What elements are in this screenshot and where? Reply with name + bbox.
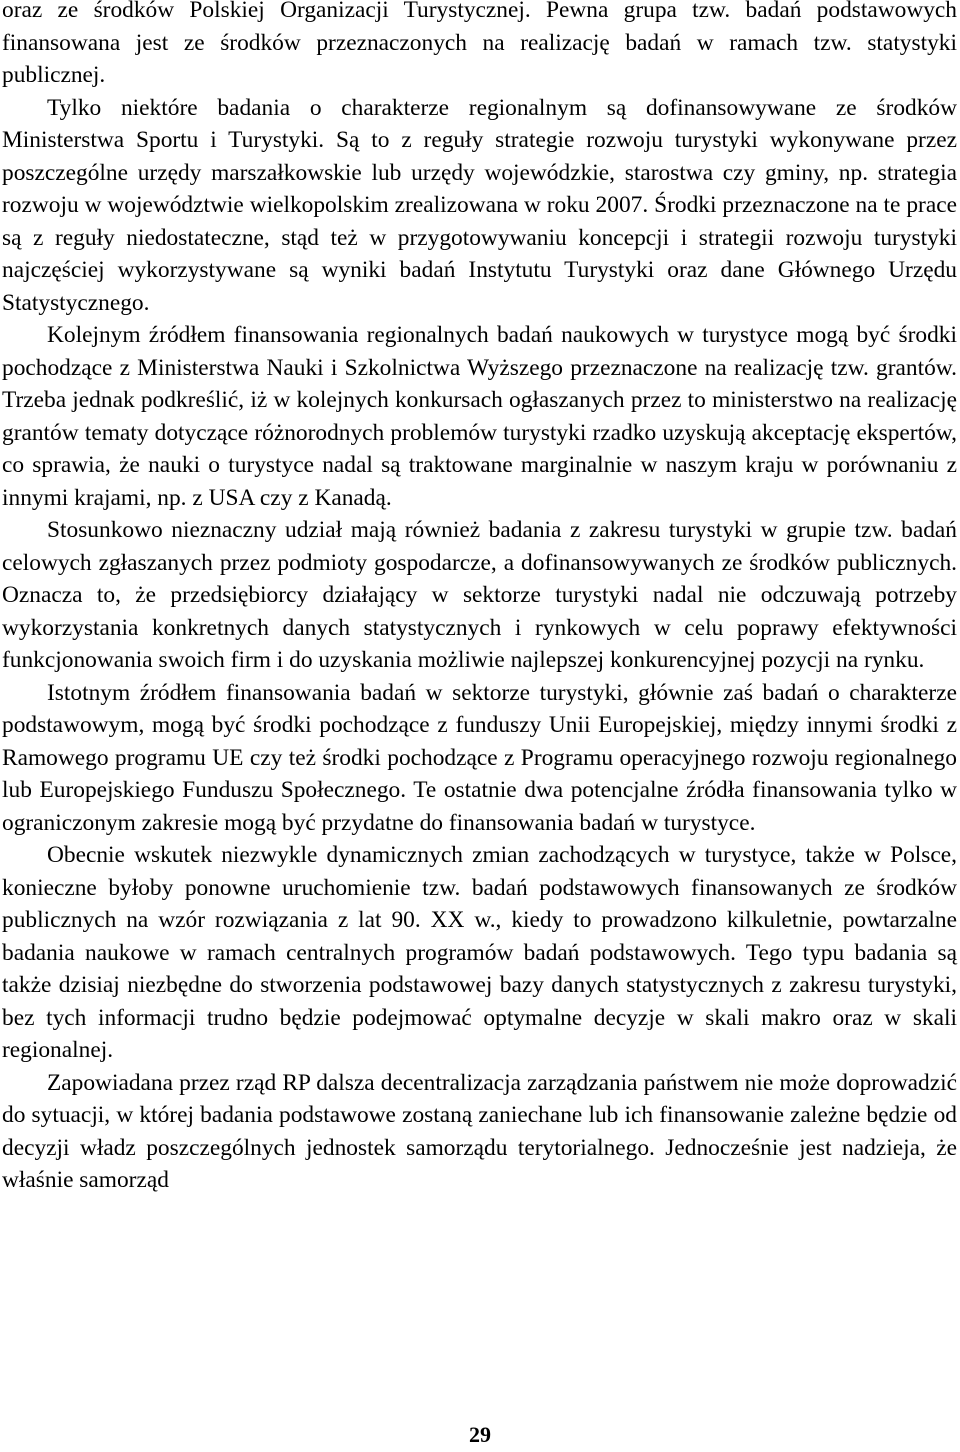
paragraph-ministry-grants: Kolejnym źródłem finansowania regionalnych badań naukowych w turystyce mogą być środki pochodzące z Ministerstwa Nauki i Szkolnictwa Wyższego przeznaczone na realizację tzw. grantów. Trzeba jednak podkreślić, iż w kolejnych konkursach ogłaszanych przez to ministerstwo na realizację grantów tematy dotyczące różnorodnych problemów turystyki rzadko uzyskują akceptację ekspertów, co sprawia, że nauki o turystyce nadal są traktowane marginalnie w naszym kraju w porównaniu z innymi krajami, np. z USA czy z Kanadą. [2,322,957,511]
paragraph-regional-research: Tylko niektóre badania o charakterze regionalnym są dofinansowywane ze środków Ministerstwa Sportu i Turystyki. Są to z reguły strategie rozwoju turystyki wykonywane przez poszczególne urzędy marszałkowskie lub urzędy wojewódzkie, starostwa czy gminy, np. strategia rozwoju w województwie wielkopolskim zrealizowana w roku 2007. Środki przeznaczone na te prace są z reguły niedostateczne, stąd też w przygotowywaniu koncepcji i strategii rozwoju turystyki najczęściej wykorzystywane są wyniki badań Instytutu Turystyki oraz dane Głównego Urzędu Statystycznego. [2,94,957,316]
paragraph-targeted-research: Stosunkowo nieznaczny udział mają również badania z zakresu turystyki w grupie tzw. badań celowych zgłaszanych przez podmioty gospodarcze, a dofinansowywanych ze środków publicznych. Oznacza to, że przedsiębiorcy działający w sektorze turystyki nadal nie odczuwają potrzeby wykorzystania konkretnych danych statystycznych i rynkowych w celu poprawy efektywności funkcjonowania swoich firm i do uzyskania możliwie najlepszej konkurencyjnej pozycji na rynku. [2,517,957,673]
paragraph-basic-research: Obecnie wskutek niezwykle dynamicznych zmian zachodzących w turystyce, także w Polsce, konieczne byłoby ponowne uruchomienie tzw. badań podstawowych finansowanych ze środków publicznych na wzór rozwiązania z lat 90. XX w., kiedy to prowadzono kilkuletnie, powtarzalne badania naukowe w ramach centralnych programów badań podstawowych. Tego typu badania są także dzisiaj niezbędne do stworzenia podstawowej bazy danych statystycznych z zakresu turystyki, bez tych informacji trudno będzie podejmować optymalne decyzje w skali makro oraz w skali regionalnej. [2,842,957,1063]
paragraph-decentralization: Zapowiadana przez rząd RP dalsza decentralizacja zarządzania państwem nie może doprowadzić do sytuacji, w której badania podstawowe zostaną zaniechane lub ich finansowanie zależne będzie od decyzji władz poszczególnych jednostek samorządu terytorialnego. Jednocześnie jest nadzieja, że właśnie samorząd [2,1069,957,1193]
paragraph-continuation: oraz ze środków Polskiej Organizacji Turystycznej. Pewna grupa tzw. badań podstawowych finansowana jest ze środków przeznaczonych na realizację badań w ramach tzw. statystyki publicznej. [2,0,957,88]
document-page [2,0,957,1197]
page-number: 29 [469,1422,491,1447]
paragraph-eu-funds: Istotnym źródłem finansowania badań w sektorze turystyki, głównie zaś badań o charakterze podstawowym, mogą być środki pochodzące z funduszy Unii Europejskiej, między innymi środki z Ramowego programu UE czy też środki pochodzące z Programu operacyjnego rozwoju regionalnego lub Europejskiego Funduszu Społecznego. Te ostatnie dwa potencjalne źródła finansowania tylko w ograniczonym zakresie mogą być przydatne do finansowania badań w turystyce. [2,679,957,836]
